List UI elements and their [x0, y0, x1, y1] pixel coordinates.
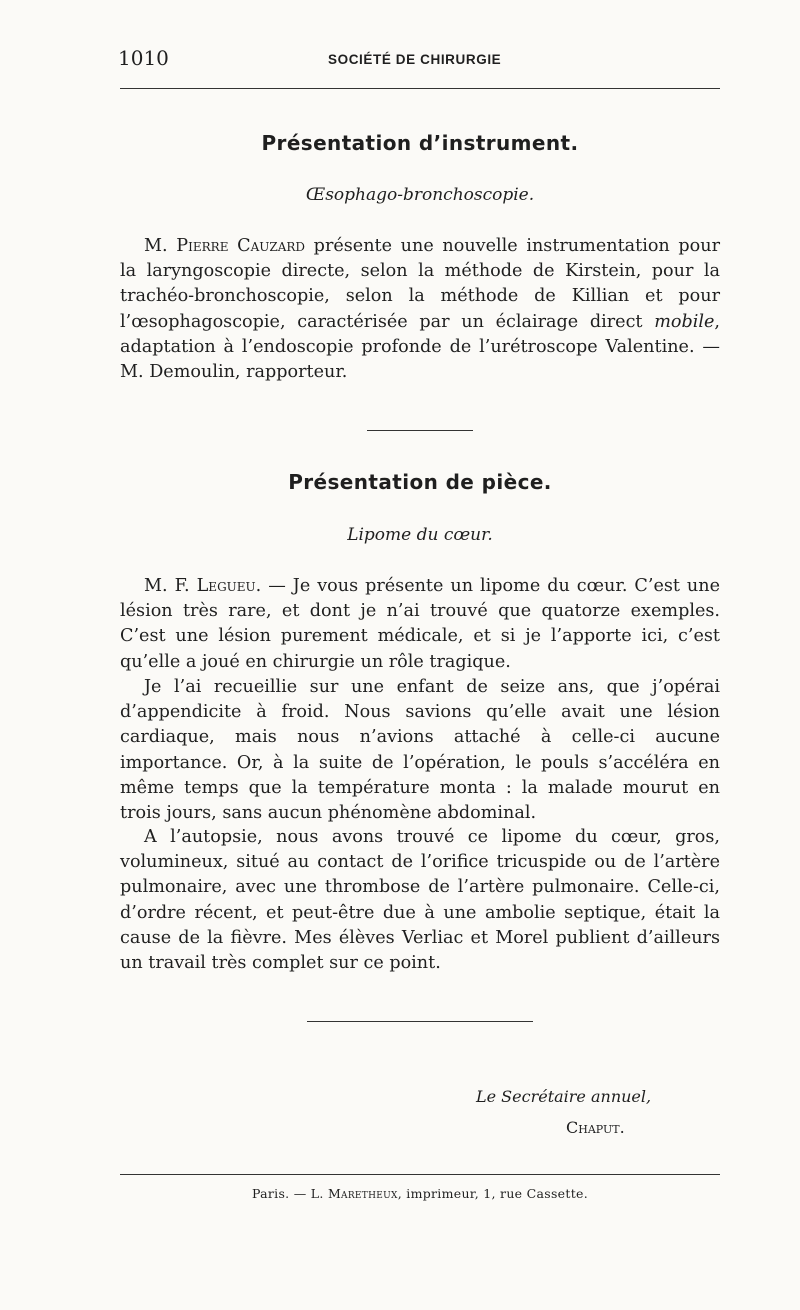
closing-divider [307, 1021, 533, 1022]
section1-subtitle: Œsophago-bronchoscopie. [305, 185, 535, 205]
imprint-prefix: Paris. — L. [251, 1186, 328, 1201]
speaker-name: Pierre Cauzard [176, 236, 306, 256]
italic-word: mobile [654, 311, 715, 332]
section2-subtitle: Lipome du cœur. [347, 525, 493, 545]
paragraph-text: . — Je vous présente un lipome du cœur. C’est une lésion très rare, et dont je n’ai trouvé que quatorze exemples. C’est une lésion purement médicale, et si je l’apporte ici, c’est qu’elle a joué en chirurgie un rôle tragique. [120, 576, 720, 672]
printer-imprint [120, 1186, 720, 1201]
running-title: SOCIÉTÉ DE CHIRURGIE [328, 52, 502, 67]
section-divider [367, 430, 473, 431]
section2-paragraph-2: Je l’ai recueillie sur une enfant de seize ans, que j’opérai d’appendicite à froid. Nous savions qu’elle avait une lésion cardiaque, mais nous n’avions attaché à celle-ci aucune importance. Or, à la suite de l’opération, le pouls s’accéléra en même temps que la température monta : la malade mourut en trois jours, sans aucun phénomène abdominal. [120, 677, 720, 824]
speaker-prefix: M. [144, 236, 168, 256]
section1-heading: Présentation d’instrument. [261, 131, 579, 155]
header-rule [120, 88, 720, 89]
imprint-address: , imprimeur, 1, rue Cassette. [397, 1186, 588, 1201]
section2-paragraph-1 [120, 574, 720, 675]
page-number: 1010 [118, 46, 169, 70]
footer-rule [120, 1174, 720, 1175]
section2-paragraph-3: A l’autopsie, nous avons trouvé ce lipome du cœur, gros, volumineux, situé au contact de l’orifice tricuspide ou de l’artère pulmonaire, avec une thrombose de l’artère pulmonaire. Celle-ci, d’ordre récent, et peut-être due à une ambolie septique, était la cause de la fièvre. Mes élèves Verliac et Morel publient d’ailleurs un travail très complet sur ce point. [120, 827, 720, 974]
section2-heading: Présentation de pièce. [288, 470, 552, 494]
section1-paragraph [120, 234, 720, 385]
page-header [118, 46, 718, 76]
speaker-prefix: M. F. [144, 576, 190, 596]
printer-name: Maretheux [327, 1186, 398, 1201]
signature-title: Le Secrétaire annuel, [476, 1087, 652, 1106]
signature-name: Chaput. [566, 1118, 625, 1137]
paragraph-text: , adaptation à l’endoscopie profonde de l’urétroscope Valentine. — M. Demoulin, rapporteur. [120, 311, 720, 383]
speaker-name: Legueu [196, 576, 256, 596]
paragraph-text: présente une nouvelle instrumentation pour la laryngoscopie directe, selon la méthode de Kirstein, pour la trachéo-bronchoscopie, selon la méthode de Killian et pour l’œsophagoscopie, caractérisée par un éclairage direct [120, 236, 720, 332]
